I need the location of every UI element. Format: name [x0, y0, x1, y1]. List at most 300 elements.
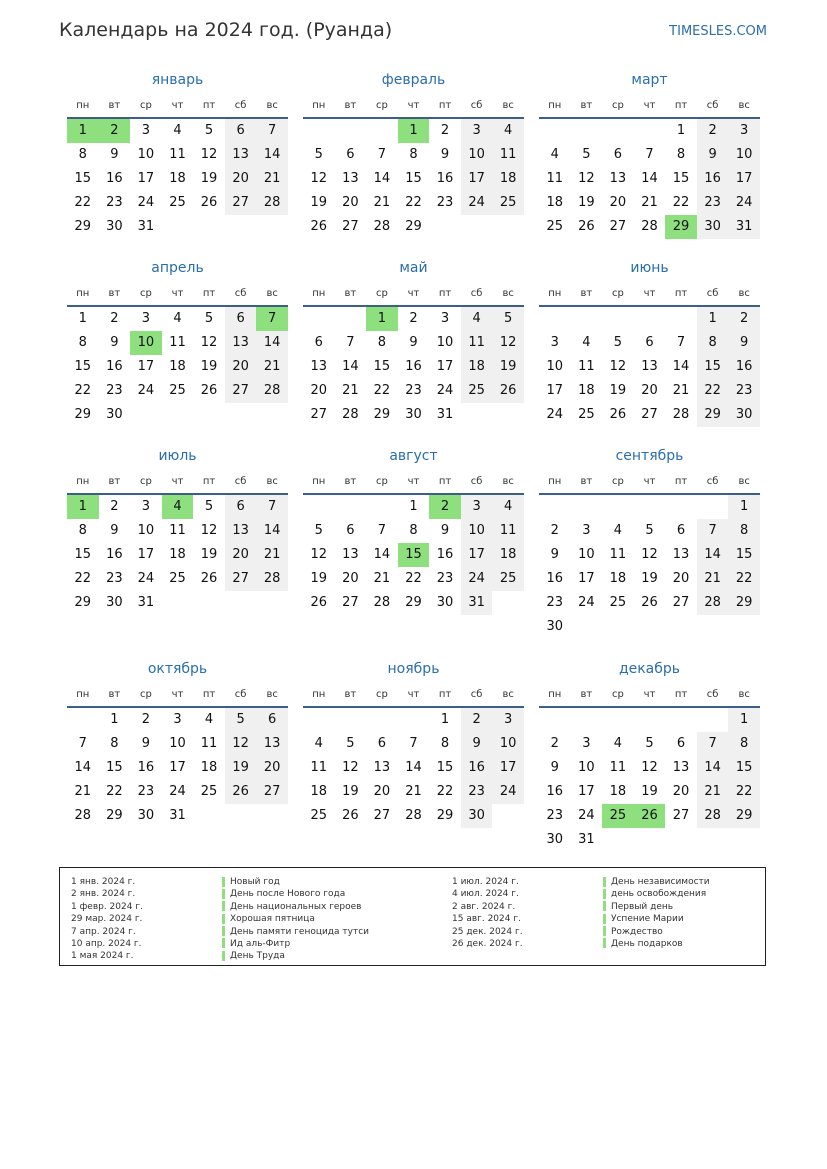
- day-cell: 4: [314, 736, 323, 751]
- weekend-day-cell: 17: [461, 167, 493, 191]
- weekday-label: вт: [108, 100, 121, 111]
- day-cell: 22: [672, 195, 690, 210]
- day-cell: 6: [346, 523, 355, 538]
- weekday-label: пн: [76, 689, 90, 700]
- day-cell: 28: [373, 219, 391, 234]
- holiday-date: 29 мар. 2024 г.: [71, 914, 143, 925]
- holiday-date: 10 апр. 2024 г.: [71, 938, 142, 949]
- weekend-day-cell: 25: [461, 379, 493, 403]
- day-cell: 1: [78, 311, 87, 326]
- day-cell: 30: [436, 595, 454, 610]
- weekend-day-cell: 7: [256, 495, 288, 519]
- day-cell: 15: [74, 547, 92, 562]
- holiday-name-text: День после Нового года: [230, 889, 346, 900]
- day-cell: 16: [436, 171, 454, 186]
- day-cell: 12: [578, 171, 595, 186]
- weekend-day-cell: 28: [256, 567, 288, 591]
- day-cell: 20: [342, 571, 359, 586]
- weekend-day-cell: 15: [728, 756, 760, 780]
- holiday-marker: [222, 951, 225, 961]
- day-cell: 20: [373, 784, 391, 799]
- day-cell: 22: [405, 571, 422, 586]
- header-rule: [539, 493, 760, 495]
- day-cell: 28: [405, 808, 422, 823]
- holiday-date: 7 апр. 2024 г.: [71, 926, 136, 937]
- weekday-label: чт: [171, 100, 184, 111]
- day-cell: 2: [550, 736, 559, 751]
- weekday-label: ср: [139, 689, 152, 700]
- day-cell: 11: [546, 171, 564, 186]
- day-cell: 28: [641, 219, 658, 234]
- day-cell: 15: [436, 760, 454, 775]
- day-cell: 19: [641, 571, 658, 586]
- weekday-label: вс: [502, 100, 514, 111]
- day-cell: 28: [373, 595, 391, 610]
- weekend-day-cell: 17: [492, 756, 524, 780]
- day-cell: 20: [641, 383, 658, 398]
- weekday-label: пт: [202, 288, 216, 299]
- weekday-label: вс: [266, 288, 278, 299]
- day-cell: 15: [373, 359, 391, 374]
- day-cell: 30: [106, 595, 123, 610]
- site-link[interactable]: TIMESLES.COM: [669, 24, 767, 39]
- day-cell: 18: [310, 784, 328, 799]
- holiday-date: 2 авг. 2024 г.: [452, 901, 516, 912]
- weekend-day-cell: 20: [225, 355, 257, 379]
- day-cell: 2: [141, 712, 151, 727]
- weekday-label: сб: [470, 476, 483, 487]
- day-cell: 8: [409, 147, 418, 162]
- weekend-day-cell: 28: [697, 591, 729, 615]
- day-cell: 7: [676, 335, 686, 350]
- weekday-label: вс: [502, 476, 514, 487]
- weekday-label: чт: [407, 100, 420, 111]
- weekend-day-cell: 9: [697, 143, 729, 167]
- weekend-day-cell: 10: [461, 519, 493, 543]
- weekday-label: чт: [407, 288, 420, 299]
- weekend-day-cell: 9: [461, 732, 493, 756]
- day-cell: 7: [409, 736, 418, 751]
- weekend-day-cell: 2: [697, 119, 729, 143]
- weekday-label: ср: [611, 476, 624, 487]
- day-cell: 2: [440, 123, 450, 138]
- weekend-day-cell: 30: [697, 215, 729, 239]
- day-cell: 17: [137, 547, 155, 562]
- weekday-label: ср: [375, 689, 388, 700]
- day-cell: 26: [342, 808, 359, 823]
- day-cell: 6: [676, 523, 686, 538]
- weekend-day-cell: 24: [728, 191, 760, 215]
- day-cell: 30: [137, 808, 155, 823]
- weekday-label: ср: [375, 476, 388, 487]
- weekend-day-cell: 30: [461, 804, 493, 828]
- weekday-label: сб: [234, 689, 247, 700]
- weekday-label: вт: [344, 100, 357, 111]
- day-cell: 2: [110, 499, 119, 514]
- day-cell: 23: [106, 571, 123, 586]
- weekend-day-cell: 20: [225, 167, 257, 191]
- day-cell: 12: [310, 171, 328, 186]
- holiday-day-cell: 26: [634, 804, 666, 828]
- weekday-label: вт: [580, 288, 593, 299]
- day-cell: 9: [110, 335, 119, 350]
- weekend-day-cell: 31: [461, 591, 493, 615]
- holiday-date: 26 дек. 2024 г.: [452, 938, 523, 949]
- day-cell: 19: [200, 359, 218, 374]
- day-cell: 10: [578, 760, 595, 775]
- weekend-day-cell: 16: [697, 167, 729, 191]
- holiday-marker: [603, 926, 606, 936]
- weekend-day-cell: 22: [728, 780, 760, 804]
- weekday-label: чт: [171, 689, 184, 700]
- weekday-label: ср: [611, 100, 624, 111]
- day-cell: 20: [672, 784, 690, 799]
- weekday-label: вс: [502, 288, 514, 299]
- day-cell: 25: [169, 195, 186, 210]
- day-cell: 3: [141, 123, 151, 138]
- weekday-label: вс: [266, 689, 278, 700]
- holiday-name-text: Ид аль-Фитр: [230, 938, 291, 949]
- day-cell: 4: [613, 523, 623, 538]
- day-cell: 11: [310, 760, 328, 775]
- day-cell: 20: [672, 571, 690, 586]
- day-cell: 4: [550, 147, 559, 162]
- weekday-label: сб: [706, 689, 719, 700]
- day-cell: 11: [609, 547, 627, 562]
- holiday-name-text: День Труда: [230, 951, 285, 962]
- holiday-name-text: день освобождения: [611, 889, 707, 900]
- day-cell: 25: [169, 383, 186, 398]
- holiday-day-cell: 1: [67, 119, 99, 143]
- day-cell: 26: [609, 407, 627, 422]
- day-cell: 4: [173, 311, 182, 326]
- weekend-day-cell: 17: [461, 543, 493, 567]
- day-cell: 25: [200, 784, 218, 799]
- weekday-label: пт: [674, 100, 688, 111]
- day-cell: 5: [204, 311, 214, 326]
- weekday-label: пт: [674, 689, 688, 700]
- month-name: декабрь: [618, 661, 681, 677]
- weekday-label: пн: [548, 100, 562, 111]
- holiday-date: 25 дек. 2024 г.: [452, 926, 523, 937]
- weekday-label: вт: [108, 689, 121, 700]
- day-cell: 18: [609, 571, 627, 586]
- legend-row: [441, 938, 761, 950]
- day-cell: 21: [672, 383, 690, 398]
- day-cell: 13: [672, 547, 690, 562]
- day-cell: 6: [613, 147, 623, 162]
- holiday-day-cell: 4: [162, 495, 194, 519]
- holiday-marker: [603, 889, 606, 899]
- weekend-day-cell: 12: [492, 331, 524, 355]
- holiday-name-text: Хорошая пятница: [230, 914, 315, 925]
- weekend-day-cell: 28: [697, 804, 729, 828]
- weekend-day-cell: 24: [492, 780, 524, 804]
- weekday-label: вт: [344, 476, 357, 487]
- day-cell: 20: [609, 195, 627, 210]
- day-cell: 4: [582, 335, 591, 350]
- day-cell: 27: [672, 808, 690, 823]
- weekday-label: чт: [643, 288, 656, 299]
- weekday-label: чт: [407, 689, 420, 700]
- day-cell: 22: [405, 195, 422, 210]
- weekday-label: сб: [470, 100, 483, 111]
- holiday-marker: [222, 901, 225, 911]
- day-cell: 18: [609, 784, 627, 799]
- day-cell: 22: [74, 383, 92, 398]
- weekend-day-cell: 3: [492, 708, 524, 732]
- day-cell: 31: [137, 595, 155, 610]
- day-cell: 17: [578, 784, 595, 799]
- day-cell: 6: [676, 736, 686, 751]
- day-cell: 3: [141, 311, 151, 326]
- day-cell: 9: [440, 147, 450, 162]
- legend-row: [441, 876, 761, 888]
- day-cell: 21: [641, 195, 658, 210]
- holiday-name-text: Первый день: [611, 901, 674, 912]
- day-cell: 14: [74, 760, 92, 775]
- day-cell: 16: [436, 547, 454, 562]
- weekday-label: вс: [738, 689, 750, 700]
- weekend-day-cell: 12: [225, 732, 257, 756]
- weekday-label: пт: [438, 100, 452, 111]
- weekend-day-cell: 15: [728, 543, 760, 567]
- day-cell: 27: [641, 407, 658, 422]
- day-cell: 24: [137, 195, 155, 210]
- day-cell: 2: [110, 311, 119, 326]
- day-cell: 19: [609, 383, 627, 398]
- legend-column-left: [60, 876, 450, 963]
- weekend-day-cell: 1: [697, 307, 729, 331]
- weekend-day-cell: 7: [256, 119, 288, 143]
- day-cell: 2: [409, 311, 418, 326]
- day-cell: 24: [436, 383, 454, 398]
- weekend-day-cell: 7: [697, 519, 729, 543]
- holiday-name: [222, 913, 315, 925]
- weekend-day-cell: 10: [461, 143, 493, 167]
- holiday-day-cell: 1: [67, 495, 99, 519]
- month-name: июнь: [630, 260, 669, 276]
- day-cell: 17: [436, 359, 454, 374]
- day-cell: 20: [310, 383, 328, 398]
- day-cell: 1: [440, 712, 450, 727]
- day-cell: 26: [200, 571, 218, 586]
- weekday-label: сб: [706, 476, 719, 487]
- day-cell: 23: [106, 195, 123, 210]
- day-cell: 16: [106, 359, 123, 374]
- weekend-day-cell: 29: [728, 591, 760, 615]
- day-cell: 22: [74, 195, 92, 210]
- day-cell: 14: [342, 359, 359, 374]
- day-cell: 3: [440, 311, 450, 326]
- weekday-label: пт: [674, 476, 688, 487]
- day-cell: 6: [645, 335, 654, 350]
- legend-row: [60, 950, 450, 962]
- day-cell: 13: [672, 760, 690, 775]
- day-cell: 28: [672, 407, 690, 422]
- holiday-day-cell: 25: [602, 804, 634, 828]
- holiday-name: [603, 938, 683, 950]
- day-cell: 1: [409, 499, 418, 514]
- day-cell: 26: [641, 595, 658, 610]
- day-cell: 16: [405, 359, 422, 374]
- day-cell: 25: [609, 595, 627, 610]
- day-cell: 6: [314, 335, 323, 350]
- weekend-day-cell: 27: [225, 379, 257, 403]
- weekend-day-cell: 19: [225, 756, 257, 780]
- day-cell: 30: [546, 832, 564, 847]
- day-cell: 9: [550, 760, 559, 775]
- day-cell: 26: [310, 219, 328, 234]
- holiday-marker: [603, 938, 606, 948]
- day-cell: 19: [641, 784, 658, 799]
- day-cell: 12: [641, 760, 658, 775]
- day-cell: 15: [106, 760, 123, 775]
- weekend-day-cell: 11: [492, 143, 524, 167]
- weekday-label: пн: [76, 476, 90, 487]
- day-cell: 19: [310, 195, 328, 210]
- day-cell: 23: [546, 808, 564, 823]
- weekday-label: ср: [611, 288, 624, 299]
- day-cell: 8: [110, 736, 119, 751]
- day-cell: 3: [582, 736, 591, 751]
- weekend-day-cell: 23: [728, 379, 760, 403]
- day-cell: 24: [578, 808, 595, 823]
- day-cell: 15: [405, 171, 422, 186]
- day-cell: 13: [342, 547, 359, 562]
- day-cell: 5: [204, 499, 214, 514]
- day-cell: 22: [436, 784, 454, 799]
- weekend-day-cell: 14: [256, 519, 288, 543]
- weekend-day-cell: 18: [461, 355, 493, 379]
- day-cell: 23: [436, 195, 454, 210]
- weekend-day-cell: 30: [728, 403, 760, 427]
- weekday-label: пт: [438, 476, 452, 487]
- day-cell: 5: [613, 335, 623, 350]
- day-cell: 13: [373, 760, 391, 775]
- day-cell: 29: [74, 219, 92, 234]
- holiday-date: 2 янв. 2024 г.: [71, 889, 136, 900]
- weekday-label: пн: [76, 100, 90, 111]
- weekend-day-cell: 3: [461, 495, 493, 519]
- day-cell: 23: [405, 383, 422, 398]
- day-cell: 10: [436, 335, 454, 350]
- day-cell: 11: [169, 335, 186, 350]
- weekend-day-cell: 21: [256, 355, 288, 379]
- day-cell: 25: [578, 407, 595, 422]
- month-name: май: [399, 260, 428, 276]
- legend-row: [60, 938, 450, 950]
- holiday-name-text: Рождество: [611, 926, 663, 937]
- weekend-day-cell: 2: [728, 307, 760, 331]
- day-cell: 19: [310, 571, 328, 586]
- day-cell: 27: [373, 808, 391, 823]
- holiday-name: [603, 926, 663, 938]
- day-cell: 20: [342, 195, 359, 210]
- day-cell: 29: [74, 595, 92, 610]
- day-cell: 28: [74, 808, 92, 823]
- day-cell: 13: [609, 171, 627, 186]
- weekend-day-cell: 23: [461, 780, 493, 804]
- weekend-day-cell: 14: [256, 143, 288, 167]
- day-cell: 11: [578, 359, 595, 374]
- day-cell: 24: [169, 784, 186, 799]
- weekday-label: пн: [76, 288, 90, 299]
- weekend-day-cell: 13: [225, 331, 257, 355]
- holiday-date: 1 янв. 2024 г.: [71, 877, 136, 887]
- day-cell: 9: [110, 523, 119, 538]
- day-cell: 14: [641, 171, 658, 186]
- holiday-date: 1 февр. 2024 г.: [71, 901, 143, 912]
- holiday-name: [222, 901, 361, 913]
- weekend-day-cell: 3: [728, 119, 760, 143]
- weekend-day-cell: 17: [728, 167, 760, 191]
- day-cell: 17: [137, 171, 155, 186]
- weekend-day-cell: 6: [225, 119, 257, 143]
- holiday-name-text: Успение Марии: [611, 914, 684, 925]
- day-cell: 25: [169, 571, 186, 586]
- weekend-day-cell: 28: [256, 379, 288, 403]
- weekday-label: сб: [234, 100, 247, 111]
- weekday-label: чт: [643, 100, 656, 111]
- day-cell: 23: [106, 383, 123, 398]
- day-cell: 22: [106, 784, 123, 799]
- weekday-label: ср: [375, 100, 388, 111]
- weekend-day-cell: 21: [697, 567, 729, 591]
- weekend-day-cell: 29: [697, 403, 729, 427]
- holiday-day-cell: 7: [256, 307, 288, 331]
- month-name: март: [631, 72, 668, 88]
- weekend-day-cell: 21: [256, 543, 288, 567]
- day-cell: 18: [546, 195, 564, 210]
- holiday-name-text: День независимости: [611, 877, 710, 887]
- weekday-label: пт: [202, 689, 216, 700]
- day-cell: 25: [310, 808, 328, 823]
- day-cell: 29: [74, 407, 92, 422]
- weekend-day-cell: 6: [225, 495, 257, 519]
- day-cell: 18: [200, 760, 218, 775]
- day-cell: 13: [641, 359, 658, 374]
- day-cell: 27: [342, 595, 359, 610]
- holiday-marker: [222, 889, 225, 899]
- weekday-label: сб: [706, 288, 719, 299]
- day-cell: 7: [346, 335, 355, 350]
- holiday-date: 15 авг. 2024 г.: [452, 914, 521, 925]
- day-cell: 12: [310, 547, 328, 562]
- holiday-marker: [222, 938, 225, 948]
- day-cell: 21: [373, 195, 391, 210]
- legend-column-right: [441, 876, 761, 950]
- holiday-day-cell: 29: [665, 215, 697, 239]
- weekend-day-cell: 28: [256, 191, 288, 215]
- day-cell: 24: [578, 595, 595, 610]
- weekend-day-cell: 4: [492, 495, 524, 519]
- day-cell: 11: [200, 736, 218, 751]
- holiday-date: 4 июл. 2024 г.: [452, 889, 519, 900]
- day-cell: 14: [672, 359, 690, 374]
- holiday-name: [603, 901, 673, 913]
- day-cell: 8: [676, 147, 686, 162]
- day-cell: 10: [137, 147, 155, 162]
- day-cell: 11: [609, 760, 627, 775]
- day-cell: 22: [373, 383, 391, 398]
- day-cell: 5: [645, 736, 654, 751]
- holiday-marker: [222, 877, 225, 887]
- holiday-marker: [222, 926, 225, 936]
- day-cell: 6: [346, 147, 355, 162]
- weekday-label: вт: [344, 689, 357, 700]
- weekend-day-cell: 27: [225, 191, 257, 215]
